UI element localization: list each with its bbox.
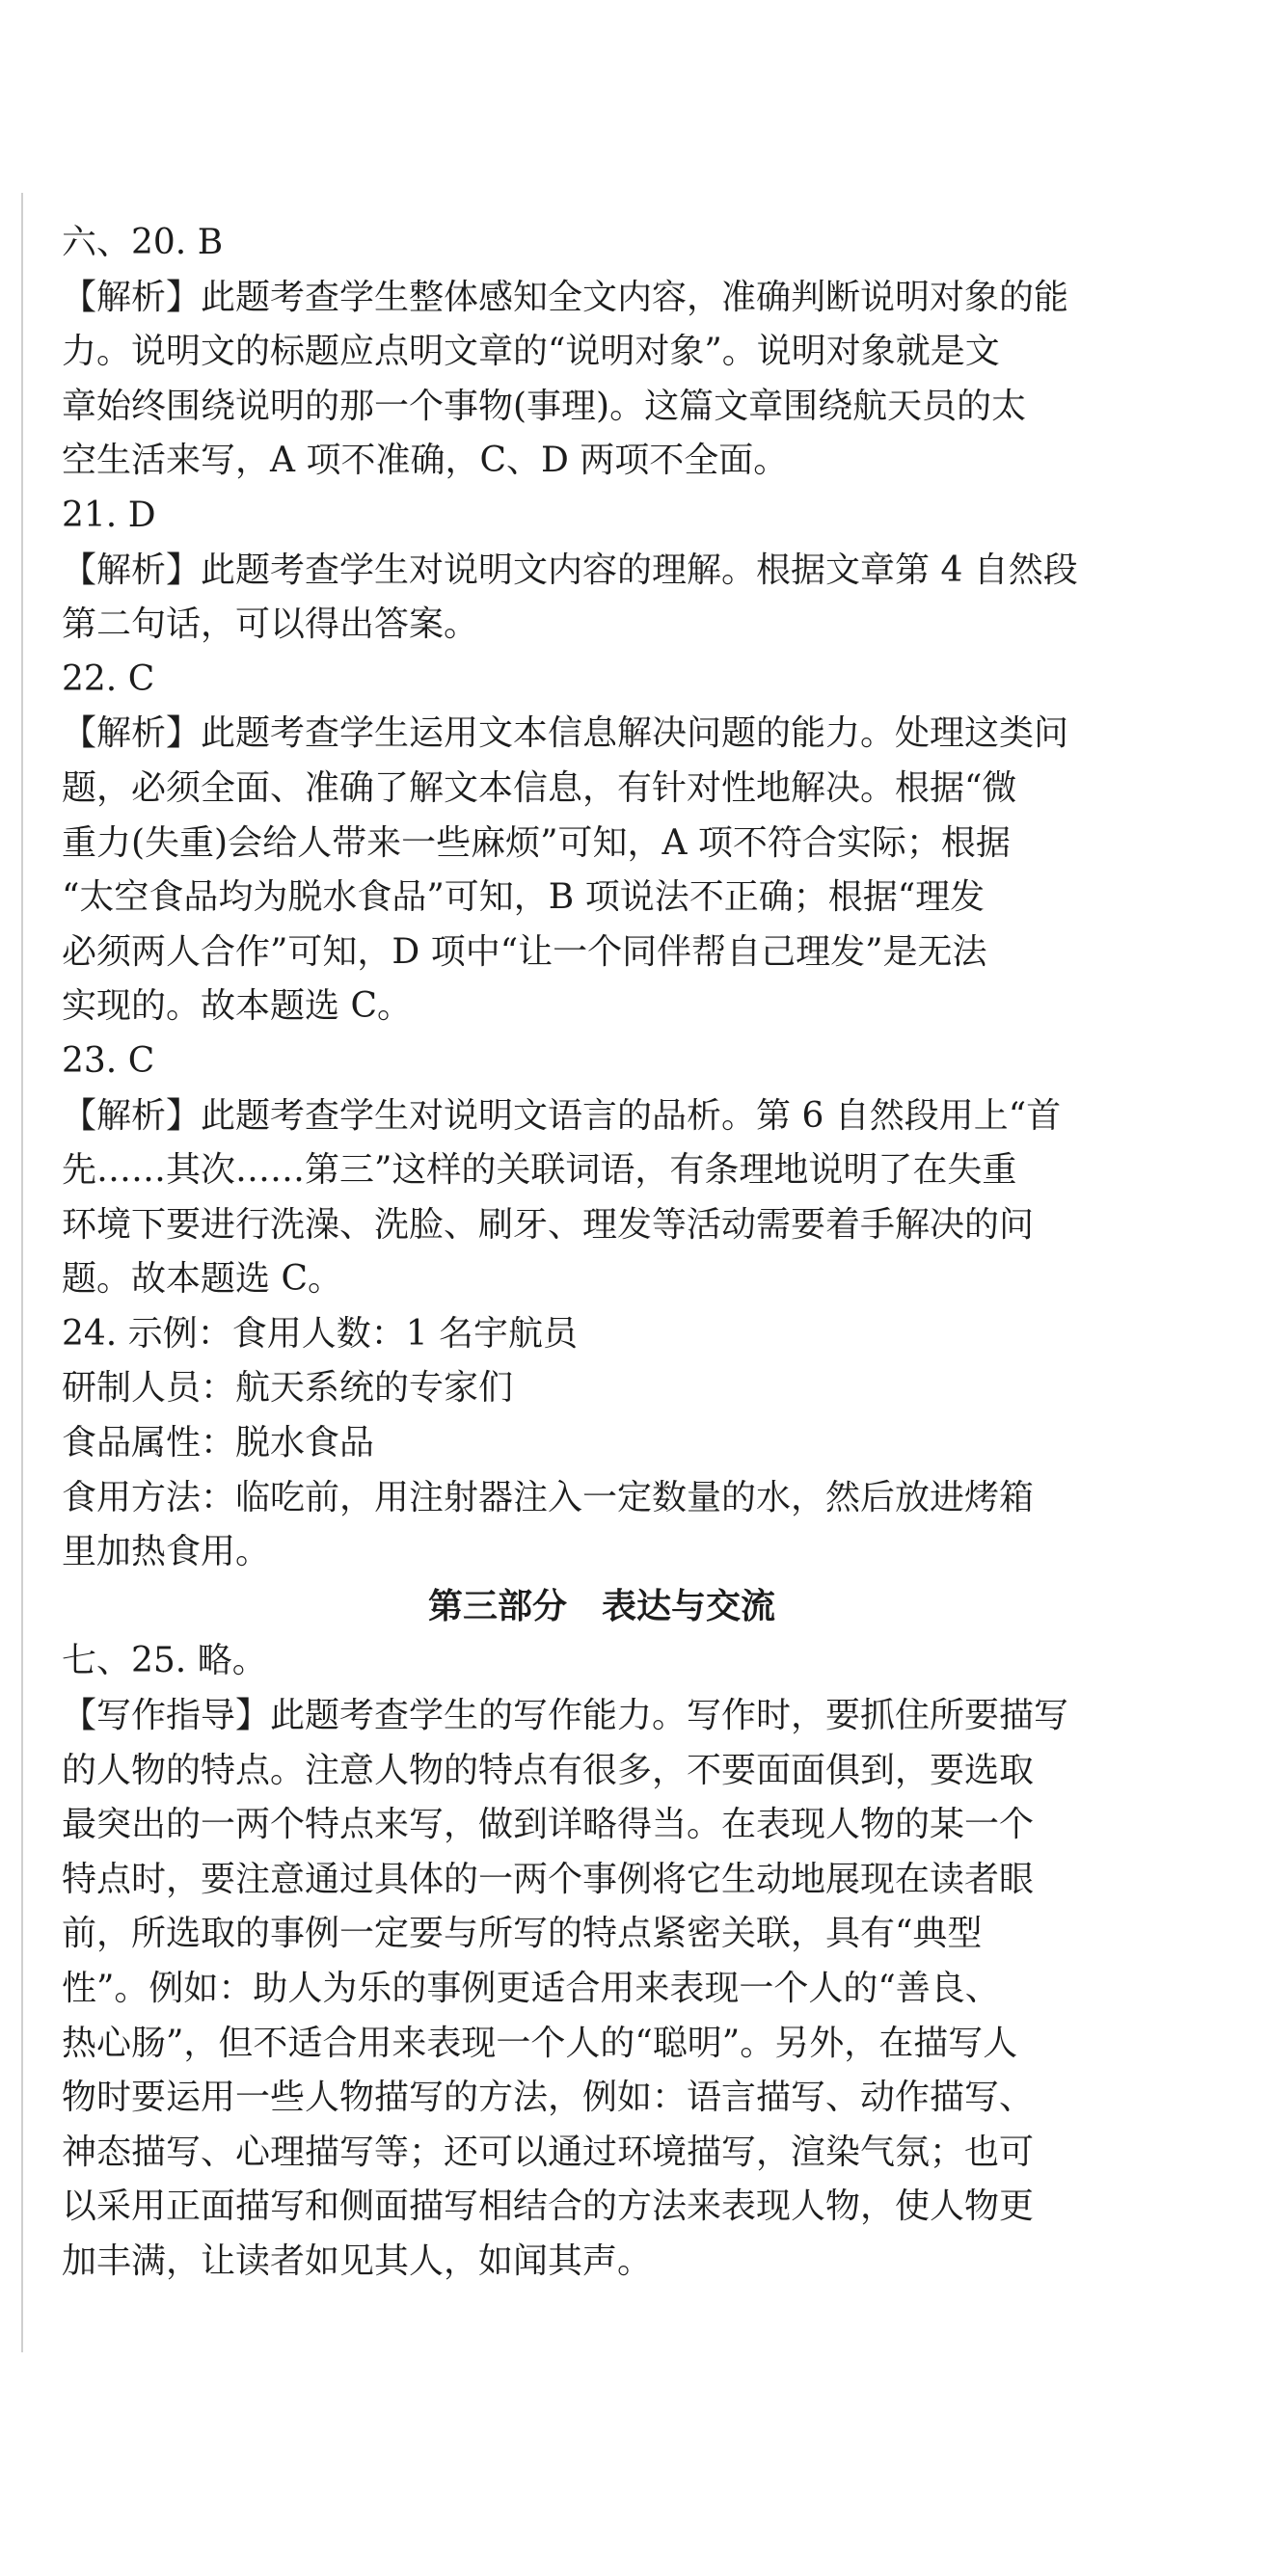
text-line: 【解析】此题考查学生整体感知全文内容，准确判断说明对象的能	[62, 277, 1069, 317]
text-line: 题，必须全面、准确了解文本信息，有针对性地解决。根据“微	[62, 767, 1017, 808]
margin-rule	[21, 193, 23, 2352]
text-line: 神态描写、心理描写等；还可以通过环境描写，渲染气氛；也可	[62, 2132, 1035, 2172]
text-line: 食用方法：临吃前，用注射器注入一定数量的水，然后放进烤箱	[62, 1477, 1035, 1517]
text-line: 【解析】此题考查学生对说明文内容的理解。根据文章第 4 自然段	[62, 550, 1078, 590]
text-line: 以采用正面描写和侧面描写相结合的方法来表现人物，使人物更	[62, 2187, 1035, 2227]
text-line: 力。说明文的标题应点明文章的“说明对象”。说明对象就是文	[62, 332, 1000, 372]
text-line: 题。故本题选 C。	[62, 1259, 342, 1300]
text-line: 的人物的特点。注意人物的特点有很多，不要面面俱到，要选取	[62, 1750, 1035, 1790]
text-line: 性”。例如：助人为乐的事例更适合用来表现一个人的“善良、	[62, 1969, 1000, 2008]
text-line: 22. C	[62, 658, 155, 699]
text-line: 七、25. 略。	[62, 1641, 267, 1681]
text-line: 【解析】此题考查学生运用文本信息解决问题的能力。处理这类问	[62, 713, 1069, 754]
answer-key-page	[62, 216, 1142, 2290]
text-line: 21. D	[62, 495, 156, 535]
text-line: 23. C	[62, 1040, 155, 1081]
text-line: 特点时，要注意通过具体的一两个事例将它生动地展现在读者眼	[62, 1859, 1035, 1899]
text-line: 食品属性：脱水食品	[62, 1423, 375, 1463]
text-line: 空生活来写，A 项不准确，C、D 两项不全面。	[62, 441, 789, 481]
text-line: 【解析】此题考查学生对说明文语言的品析。第 6 自然段用上“首	[62, 1095, 1062, 1136]
text-line: 实现的。故本题选 C。	[62, 986, 412, 1027]
text-line: 六、20. B	[62, 223, 224, 262]
text-line: 章始终围绕说明的那一个事物(事理)。这篇文章围绕航天员的太	[62, 386, 1027, 426]
text-line: 最突出的一两个特点来写，做到详略得当。在表现人物的某一个	[62, 1805, 1035, 1845]
text-line: 【写作指导】此题考查学生的写作能力。写作时，要抓住所要描写	[62, 1696, 1069, 1736]
text-line: 环境下要进行洗澡、洗脸、刷牙、理发等活动需要着手解决的问	[62, 1204, 1035, 1245]
text-line: 先……其次……第三”这样的关联词语，有条理地说明了在失重	[62, 1150, 1017, 1191]
text-line: 里加热食用。	[62, 1532, 271, 1572]
text-line: “太空食品均为脱水食品”可知，B 项说法不正确；根据“理发	[62, 877, 986, 918]
text-line: 加丰满，让读者如见其人，如闻其声。	[62, 2241, 653, 2281]
text-line: 第二句话，可以得出答案。	[62, 604, 479, 645]
text-line: 前，所选取的事例一定要与所写的特点紧密关联，具有“典型	[62, 1914, 983, 1954]
text-line: 必须两人合作”可知，D 项中“让一个同伴帮自己理发”是无法	[62, 931, 987, 972]
text-line: 24. 示例：食用人数：1 名宇航员	[62, 1313, 579, 1354]
text-line: 研制人员：航天系统的专家们	[62, 1368, 514, 1409]
text-line: 物时要运用一些人物描写的方法，例如：语言描写、动作描写、	[62, 2078, 1035, 2118]
section-title: 第三部分 表达与交流	[427, 1586, 775, 1626]
text-line: 热心肠”，但不适合用来表现一个人的“聪明”。另外，在描写人	[62, 2023, 1018, 2063]
text-line: 重力(失重)会给人带来一些麻烦”可知，A 项不符合实际；根据	[62, 822, 1011, 863]
